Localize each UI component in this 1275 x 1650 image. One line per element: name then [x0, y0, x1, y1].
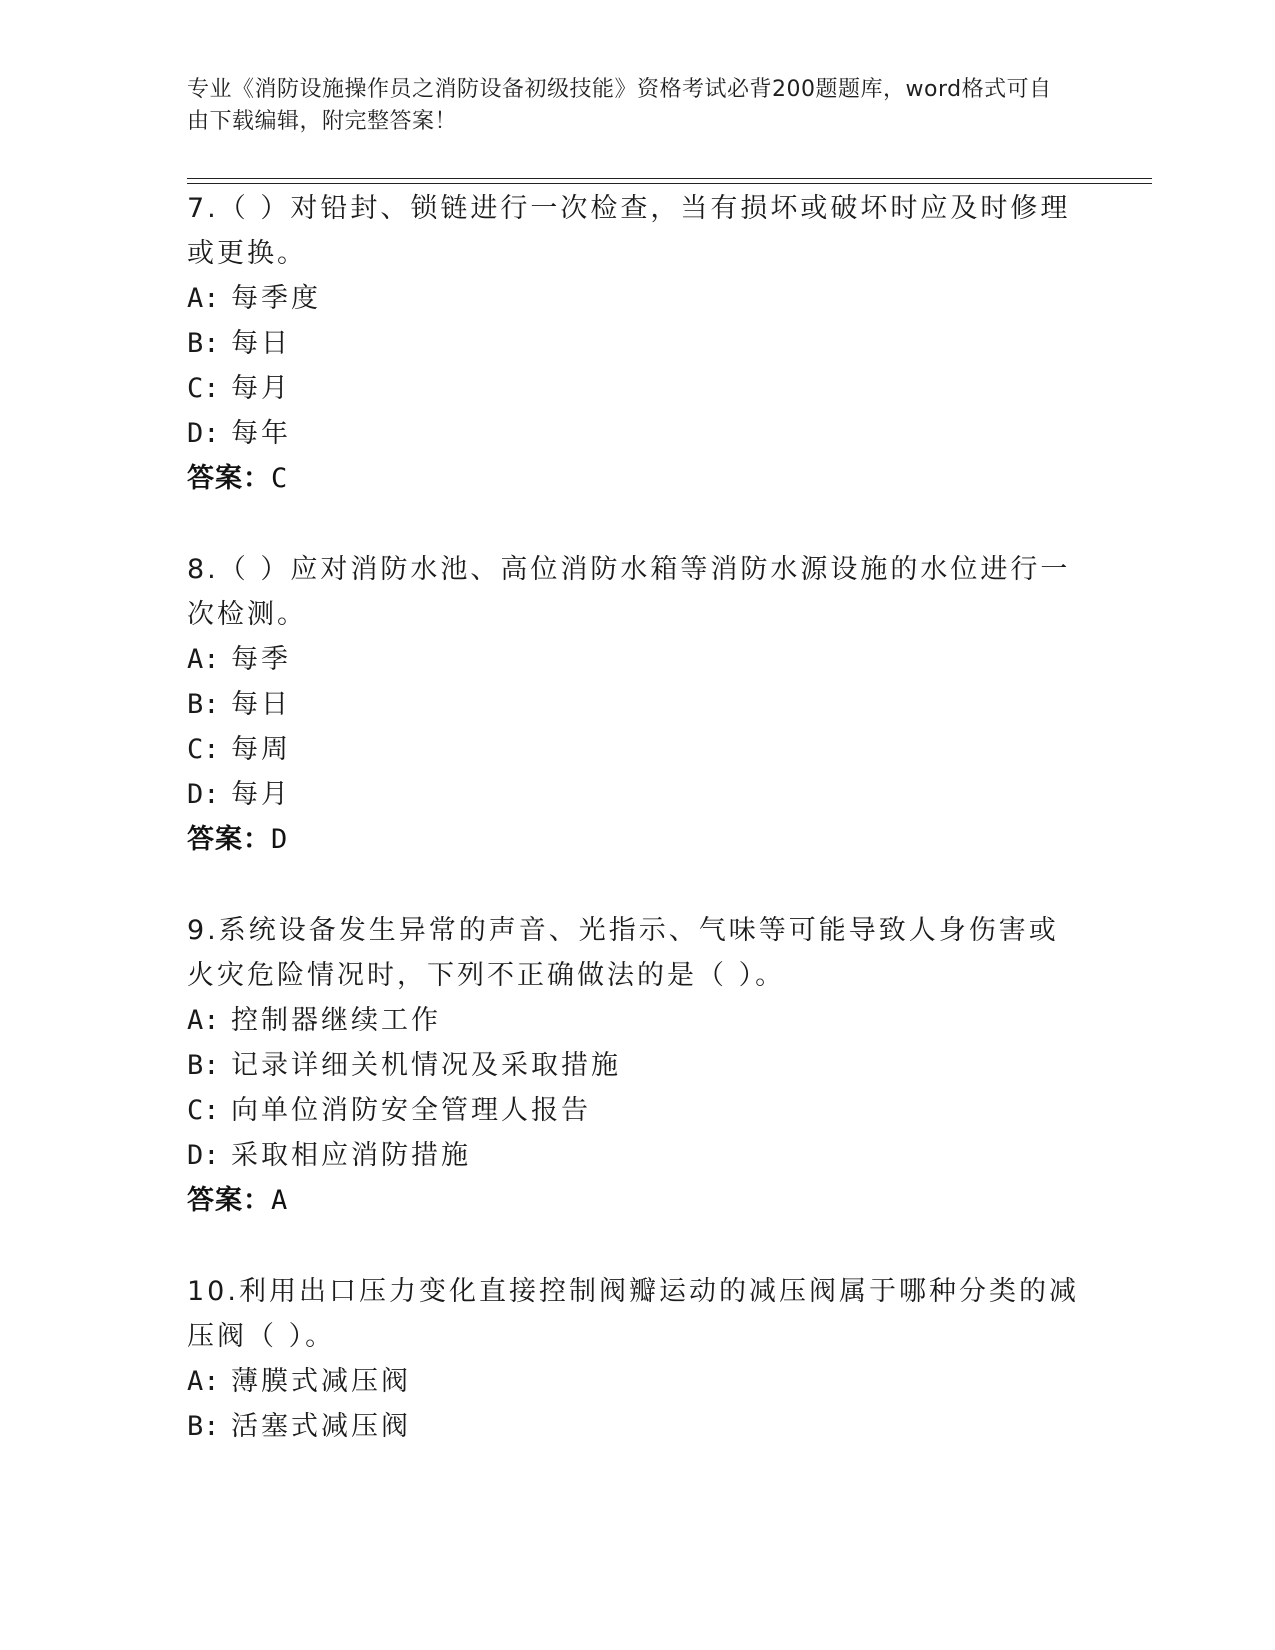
question-stem: 9.系统设备发生异常的声音、光指示、气味等可能导致人身伤害或火灾危险情况时，下列不正确做法的是（ ）。 [187, 915, 1059, 991]
option-text: 每季 [231, 644, 291, 675]
option-text: 每日 [231, 689, 291, 720]
header-divider-bottom [187, 183, 1152, 184]
answer-label: 答案： [187, 463, 271, 494]
option-text: 向单位消防安全管理人报告 [231, 1095, 591, 1126]
option-c [187, 727, 1087, 772]
option-key: D: [187, 418, 220, 449]
question-7 [187, 186, 1087, 501]
option-key: A: [187, 283, 220, 314]
answer-line [187, 456, 1087, 501]
option-text: 活塞式减压阀 [231, 1411, 411, 1442]
header-divider-top [187, 178, 1152, 179]
option-b [187, 682, 1087, 727]
option-b [187, 1043, 1087, 1088]
option-c [187, 1088, 1087, 1133]
question-9 [187, 908, 1087, 1223]
option-key: C: [187, 1095, 220, 1126]
option-text: 每日 [231, 328, 291, 359]
option-key: D: [187, 779, 220, 810]
option-key: B: [187, 689, 220, 720]
option-text: 采取相应消防措施 [231, 1140, 471, 1171]
option-d [187, 1133, 1087, 1178]
answer-line [187, 1178, 1087, 1223]
option-key: C: [187, 373, 220, 404]
option-key: B: [187, 328, 220, 359]
option-key: A: [187, 644, 220, 675]
answer-value: A [271, 1185, 289, 1216]
option-text: 每月 [231, 779, 291, 810]
option-a [187, 998, 1087, 1043]
answer-label: 答案： [187, 824, 271, 855]
option-b [187, 321, 1087, 366]
option-text: 每月 [231, 373, 291, 404]
option-a [187, 276, 1087, 321]
question-8 [187, 547, 1087, 862]
answer-value: C [271, 463, 289, 494]
answer-label: 答案： [187, 1185, 271, 1216]
option-a [187, 1359, 1087, 1404]
option-key: B: [187, 1411, 220, 1442]
option-key: B: [187, 1050, 220, 1081]
option-key: D: [187, 1140, 220, 1171]
option-c [187, 366, 1087, 411]
option-text: 控制器继续工作 [231, 1005, 441, 1036]
option-text: 记录详细关机情况及采取措施 [231, 1050, 621, 1081]
question-stem: 8.（ ）应对消防水池、高位消防水箱等消防水源设施的水位进行一次检测。 [187, 554, 1071, 630]
option-a [187, 637, 1087, 682]
option-key: A: [187, 1005, 220, 1036]
option-b [187, 1404, 1087, 1449]
question-10 [187, 1269, 1087, 1449]
option-key: C: [187, 734, 220, 765]
option-d [187, 772, 1087, 817]
question-stem: 7.（ ）对铅封、锁链进行一次检查，当有损坏或破坏时应及时修理或更换。 [187, 193, 1071, 269]
option-key: A: [187, 1366, 220, 1397]
option-d [187, 411, 1087, 456]
option-text: 每年 [231, 418, 291, 449]
answer-line [187, 817, 1087, 862]
answer-value: D [271, 824, 289, 855]
option-text: 每季度 [231, 283, 321, 314]
document-header: 专业《消防设施操作员之消防设备初级技能》资格考试必背200题题库，word格式可自由下载编辑，附完整答案！ [187, 77, 1052, 134]
option-text: 每周 [231, 734, 291, 765]
option-text: 薄膜式减压阀 [231, 1366, 411, 1397]
question-stem: 10.利用出口压力变化直接控制阀瓣运动的减压阀属于哪种分类的减压阀（ ）。 [187, 1276, 1079, 1352]
